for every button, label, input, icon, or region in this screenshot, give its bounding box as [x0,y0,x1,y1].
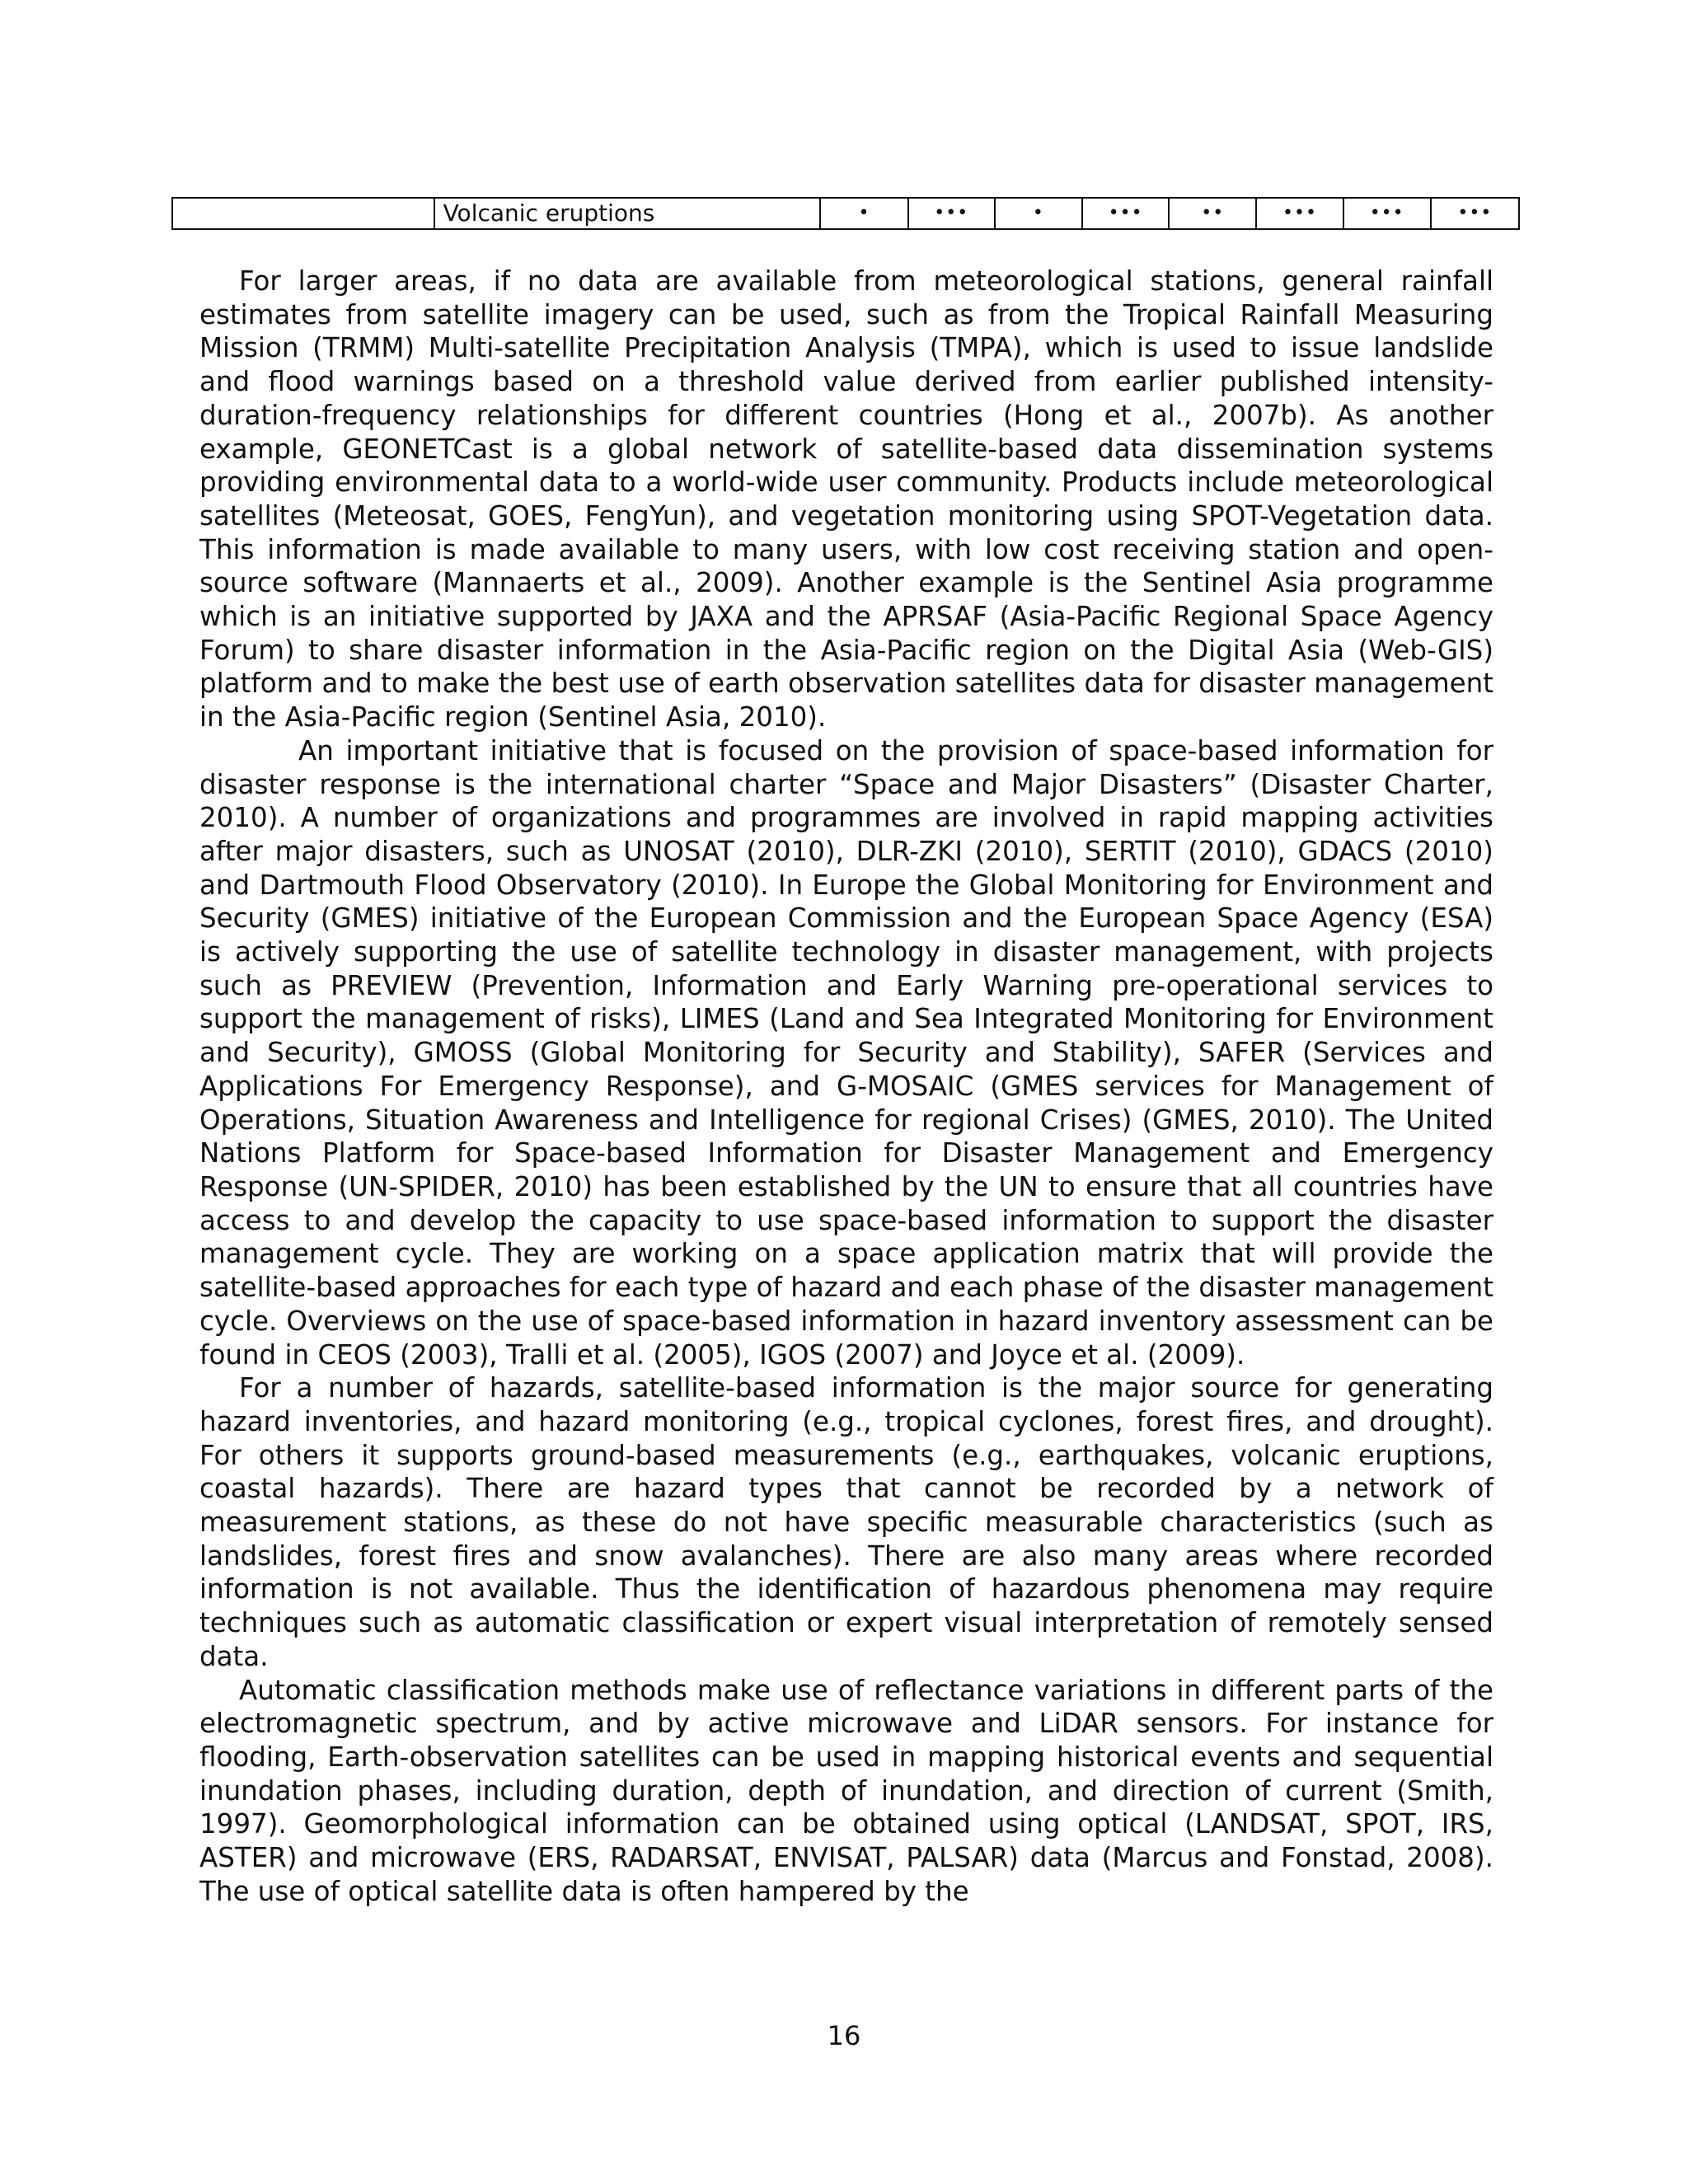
page-number: 16 [827,2020,861,2051]
table-cell-rating: ••• [1256,198,1343,229]
table-cell-rating: ••• [1082,198,1169,229]
body-text [199,265,1493,1908]
table-cell-rating: ••• [1343,198,1431,229]
table-cell-rating: ••• [908,198,995,229]
table-cell-category [172,198,434,229]
table-cell-rating: ••• [1431,198,1519,229]
table-cell-rating: • [820,198,907,229]
paragraph: An important initiative that is focused on the provision of space-based information for disaster response is the international charter “Space and Major Disasters” (Disaster Charter, 2010). A number of organizations and programmes are involved in rapid mapping activities after major disasters, such as UNOSAT (2010), DLR-ZKI (2010), SERTIT (2010), GDACS (2010) and Dartmouth Flood Observatory (2010). In Europe the Global Monitoring for Environment and Security (GMES) initiative of the European Commission and the European Space Agency (ESA) is actively supporting the use of satellite technology in disaster management, with projects such as PREVIEW (Prevention, Information and Early Warning pre-operational services to support the management of risks), LIMES (Land and Sea Integrated Monitoring for Environment and Security), GMOSS (Global Monitoring for Security and Stability), SAFER (Services and Applications For Emergency Response), and G-MOSAIC (GMES services for Management of Operations, Situation Awareness and Intelligence for regional Crises) (GMES, 2010). The United Nations Platform for Space-based Information for Disaster Management and Emergency Response (UN-SPIDER, 2010) has been established by the UN to ensure that all countries have access to and develop the capacity to use space-based information to support the disaster management cycle. They are working on a space application matrix that will provide the satellite-based approaches for each type of hazard and each phase of the disaster management cycle. Overviews on the use of space-based information in hazard inventory assessment can be found in CEOS (2003), Tralli et al. (2005), IGOS (2007) and Joyce et al. (2009). [199,734,1493,1371]
paragraph: For larger areas, if no data are available from meteorological stations, general rainfall estimates from satellite imagery can be used, such as from the Tropical Rainfall Measuring Mission (TRMM) Multi-satellite Precipitation Analysis (TMPA), which is used to issue landslide and flood warnings based on a threshold value derived from earlier published intensity-duration-frequency relationships for different countries (Hong et al., 2007b). As another example, GEONETCast is a global network of satellite-based data dissemination systems providing environmental data to a world-wide user community. Products include meteorological satellites (Meteosat, GOES, FengYun), and vegetation monitoring using SPOT-Vegetation data. This information is made available to many users, with low cost receiving station and open-source software (Mannaerts et al., 2009). Another example is the Sentinel Asia programme which is an initiative supported by JAXA and the APRSAF (Asia-Pacific Regional Space Agency Forum) to share disaster information in the Asia-Pacific region on the Digital Asia (Web-GIS) platform and to make the best use of earth observation satellites data for disaster management in the Asia-Pacific region (Sentinel Asia, 2010). [199,265,1493,733]
hazard-table-fragment [171,197,1520,230]
table-row [172,198,1519,229]
table-cell-rating: •• [1169,198,1256,229]
table-cell-hazard: Volcanic eruptions [434,198,821,229]
table-cell-rating: • [995,198,1082,229]
paragraph: Automatic classification methods make use of reflectance variations in different parts of the electromagnetic spectrum, and by active microwave and LiDAR sensors. For instance for flooding, Earth-observation satellites can be used in mapping historical events and sequential inundation phases, including duration, depth of inundation, and direction of current (Smith, 1997). Geomorphological information can be obtained using optical (LANDSAT, SPOT, IRS, ASTER) and microwave (ERS, RADARSAT, ENVISAT, PALSAR) data (Marcus and Fonstad, 2008). The use of optical satellite data is often hampered by the [199,1674,1493,1907]
paragraph: For a number of hazards, satellite-based information is the major source for generating hazard inventories, and hazard monitoring (e.g., tropical cyclones, forest fires, and drought). For others it supports ground-based measurements (e.g., earthquakes, volcanic eruptions, coastal hazards). There are hazard types that cannot be recorded by a network of measurement stations, as these do not have specific measurable characteristics (such as landslides, forest fires and snow avalanches). There are also many areas where recorded information is not available. Thus the identification of hazardous phenomena may require techniques such as automatic classification or expert visual interpretation of remotely sensed data. [199,1372,1493,1672]
